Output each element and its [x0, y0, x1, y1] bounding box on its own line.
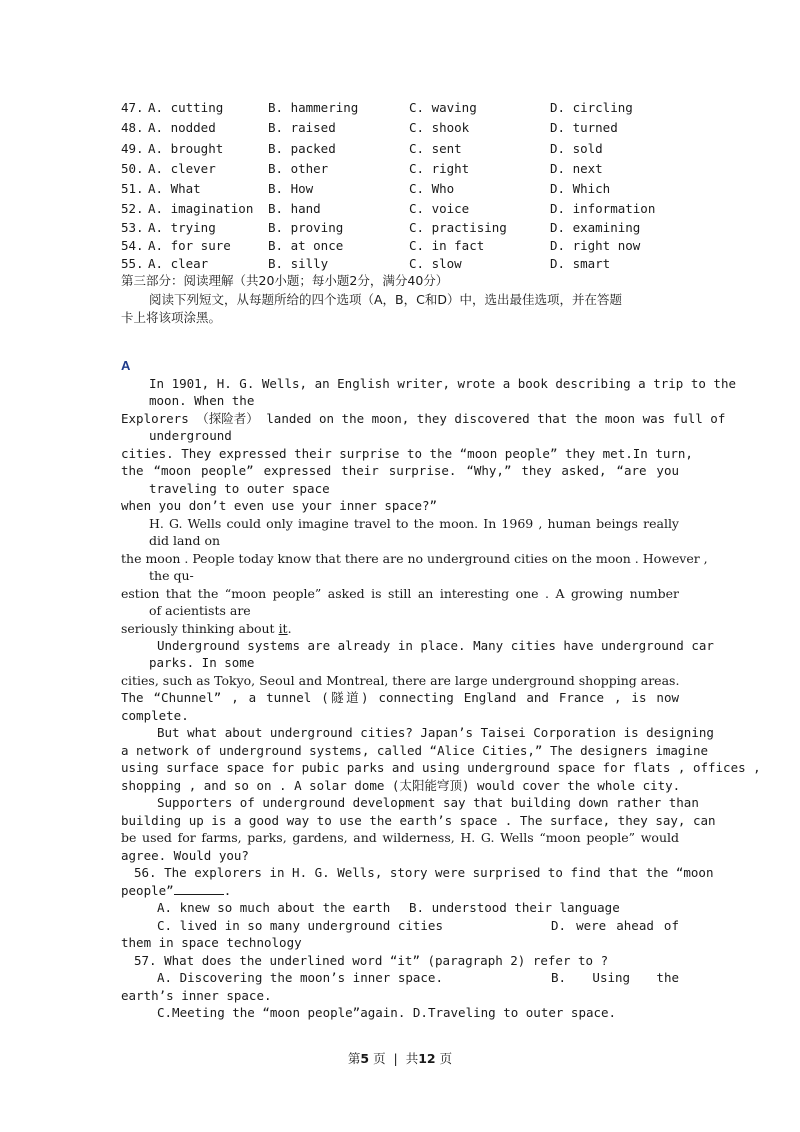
passage-line: But what about underground cities? Japan’s Taisei Corporation is designing — [157, 725, 714, 740]
passage-line: using surface space for pubic parks and using underground space for flats , offices , — [121, 760, 761, 775]
passage-line: estion that the “moon people” asked is still an interesting one . A growing number — [121, 586, 679, 601]
question-number: 53. — [121, 220, 144, 235]
passage-text: . — [287, 621, 292, 636]
question-57-option-b: B. Using the — [551, 970, 679, 985]
question-number: 50. — [121, 161, 144, 176]
option-b: B. proving — [268, 220, 344, 235]
option-a: A. nodded — [148, 120, 216, 135]
footer-text: 页 — [439, 1051, 453, 1066]
option-c: C. in fact — [409, 238, 485, 253]
passage-line: underground — [149, 428, 232, 443]
question-56-stem: 56. The explorers in H. G. Wells, story were surprised to find that the “moon — [134, 865, 714, 880]
passage-line: Supporters of underground development say that building down rather than — [157, 795, 699, 810]
option-a: A. imagination — [148, 201, 254, 216]
passage-line: traveling to outer space — [149, 481, 330, 496]
passage-line: complete. — [121, 708, 189, 723]
passage-text: seriously thinking about — [121, 621, 279, 636]
passage-line: agree. Would you? — [121, 848, 249, 863]
option-a: A. trying — [148, 220, 216, 235]
passage-line: shopping , and so on . A solar dome (太阳能穹顶) would cover the whole city. — [121, 778, 681, 793]
question-number: 55. — [121, 256, 144, 271]
answer-blank — [174, 882, 224, 895]
passage-line: moon. When the — [149, 393, 255, 408]
option-b: B. How — [268, 181, 314, 196]
option-row-53 — [121, 220, 721, 238]
question-57-option-b-cont: earth’s inner space. — [121, 988, 272, 1003]
question-57-option-d: D.Traveling to outer space. — [412, 1005, 617, 1020]
option-d: D. circling — [550, 100, 633, 115]
passage-line: of acientists are — [149, 603, 251, 618]
option-c: C. waving — [409, 100, 477, 115]
option-c: C. shook — [409, 120, 470, 135]
passage-line: cities, such as Tokyo, Seoul and Montreal, there are large underground shopping areas. — [121, 673, 680, 688]
passage-line: Explorers （探险者） landed on the moon, they discovered that the moon was full of — [121, 411, 726, 426]
question-number: 54. — [121, 238, 144, 253]
option-row-47 — [121, 100, 721, 118]
question-56-option-d: D. were ahead of — [551, 918, 679, 933]
option-d: D. turned — [550, 120, 618, 135]
question-number: 48. — [121, 120, 144, 135]
option-row-51 — [121, 181, 721, 199]
option-row-52 — [121, 201, 721, 219]
option-row-50 — [121, 161, 721, 179]
option-b: B. at once — [268, 238, 344, 253]
passage-line: a network of underground systems, called “Alice Cities,” The designers imagine — [121, 743, 708, 758]
option-a: A. cutting — [148, 100, 224, 115]
passage-line: parks. In some — [149, 655, 255, 670]
question-57-options-cd — [157, 1004, 717, 1022]
question-56-stem-cont — [121, 882, 681, 900]
question-57-option-a: A. Discovering the moon’s inner space. — [157, 970, 443, 985]
passage-line: the qu- — [149, 568, 194, 583]
option-b: B. silly — [268, 256, 329, 271]
passage-line: cities. They expressed their surprise to the “moon people” they met.In turn, — [121, 446, 693, 461]
option-a: A. for sure — [148, 238, 231, 253]
option-row-48 — [121, 120, 721, 138]
option-b: B. packed — [268, 141, 336, 156]
passage-line: the moon . People today know that there are no underground cities on the moon . However , — [121, 551, 708, 566]
passage-line: the “moon people” expressed their surprise. “Why,” they asked, “are you — [121, 463, 679, 478]
page-footer — [0, 1049, 800, 1067]
question-56-option-c: C. lived in so many underground cities — [157, 918, 443, 933]
option-d: D. sold — [550, 141, 603, 156]
option-c: C. slow — [409, 256, 462, 271]
passage-line: Underground systems are already in place. Many cities have underground car — [157, 638, 714, 653]
passage-line: be used for farms, parks, gardens, and wilderness, H. G. Wells “moon people” would — [121, 830, 679, 845]
question-56-option-d-cont: them in space technology — [121, 935, 302, 950]
footer-separator: | — [393, 1051, 398, 1066]
option-c: C. practising — [409, 220, 507, 235]
question-number: 52. — [121, 201, 144, 216]
option-c: C. right — [409, 161, 470, 176]
option-b: B. raised — [268, 120, 336, 135]
option-a: A. clear — [148, 256, 209, 271]
passage-line: when you don’t even use your inner space?” — [121, 498, 438, 513]
option-b: B. other — [268, 161, 329, 176]
passage-line: H. G. Wells could only imagine travel to the moon. In 1969 , human beings really — [149, 516, 679, 531]
option-c: C. sent — [409, 141, 462, 156]
option-d: D. Which — [550, 181, 611, 196]
option-row-54 — [121, 238, 721, 256]
passage-line — [121, 620, 681, 638]
footer-text: 第 — [347, 1051, 361, 1066]
option-d: D. right now — [550, 238, 641, 253]
passage-line: did land on — [149, 533, 221, 548]
option-d: D. examining — [550, 220, 641, 235]
option-row-49 — [121, 141, 721, 159]
footer-text: 共 — [405, 1051, 419, 1066]
page-number: 5 — [360, 1051, 370, 1066]
option-d: D. smart — [550, 256, 611, 271]
total-pages: 12 — [418, 1051, 436, 1066]
passage-line: In 1901, H. G. Wells, an English writer, wrote a book describing a trip to the — [149, 376, 736, 391]
passage-line: building up is a good way to use the earth’s space . The surface, they say, can — [121, 813, 716, 828]
passage-label: A — [121, 358, 131, 373]
question-number: 47. — [121, 100, 144, 115]
option-c: C. voice — [409, 201, 470, 216]
question-text: people” — [121, 883, 174, 898]
passage-line: The “Chunnel” , a tunnel (隧道) connecting England and France , is now — [121, 690, 679, 705]
question-57-stem: 57. What does the underlined word “it” (paragraph 2) refer to ? — [134, 953, 609, 968]
section-instructions: 阅读下列短文，从每题所给的四个选项（A，B，C和D）中，选出最佳选项，并在答题 — [149, 292, 622, 307]
question-56-option-b: B. understood their language — [409, 900, 620, 915]
option-d: D. next — [550, 161, 603, 176]
option-d: D. information — [550, 201, 656, 216]
option-a: A. brought — [148, 141, 224, 156]
option-a: A. What — [148, 181, 201, 196]
question-text: . — [223, 883, 232, 898]
option-a: A. clever — [148, 161, 216, 176]
underlined-word-it: it — [278, 621, 288, 636]
question-56-option-a: A. knew so much about the earth — [157, 900, 391, 915]
footer-text: 页 — [373, 1051, 386, 1066]
question-57-option-c: C.Meeting the “moon people”again. — [157, 1005, 406, 1020]
option-b: B. hammering — [268, 100, 359, 115]
section-instructions-cont: 卡上将该项涂黑。 — [121, 310, 222, 325]
section-title: 第三部分：阅读理解（共20小题；每小题2分，满分40分） — [121, 273, 449, 288]
option-b: B. hand — [268, 201, 321, 216]
option-c: C. Who — [409, 181, 455, 196]
question-number: 51. — [121, 181, 144, 196]
question-number: 49. — [121, 141, 144, 156]
